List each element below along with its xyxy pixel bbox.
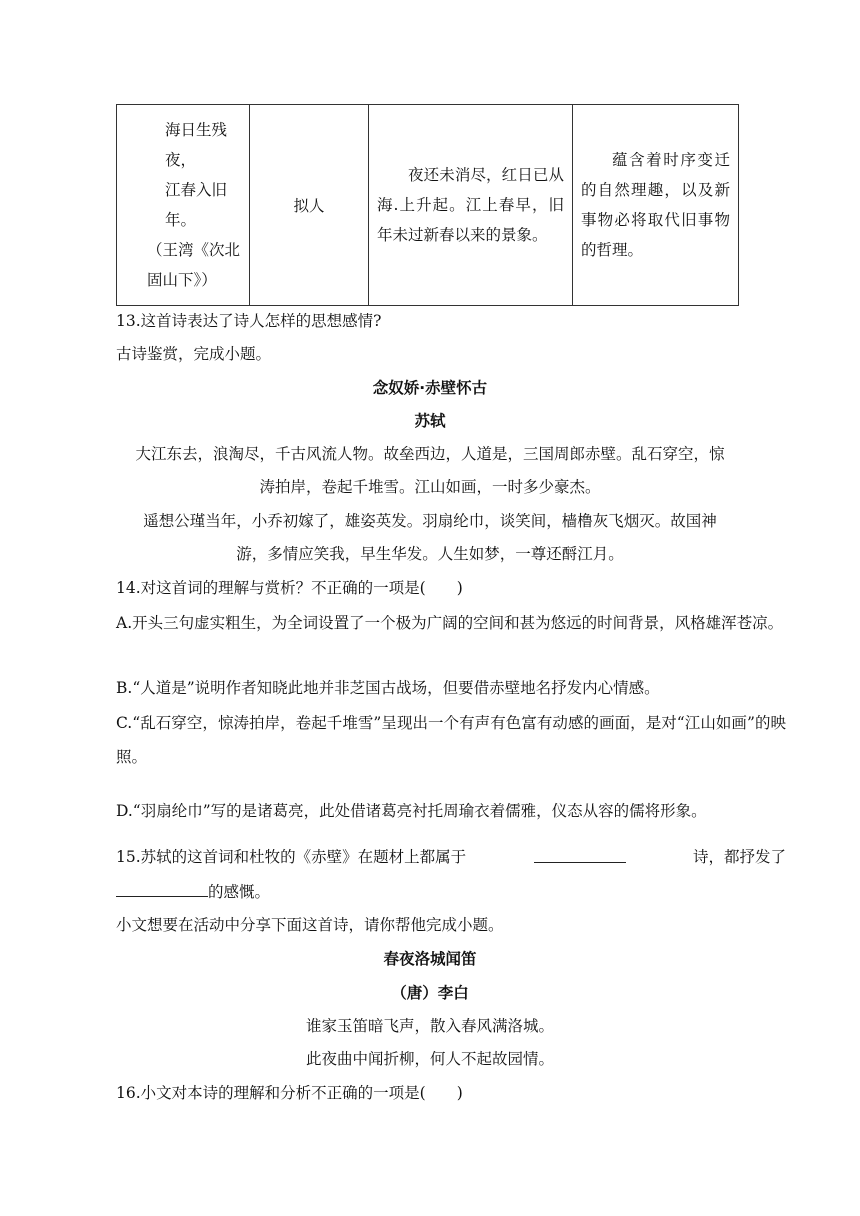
table-row — [117, 105, 739, 306]
poem-line: 谁家玉笛暗飞声，散入春风满洛城。 — [305, 1017, 554, 1035]
question-15-line2 — [116, 880, 270, 903]
poem-line: 大江东去，浪淘尽，千古风流人物。故垒西边，人道是，三国周郎赤壁。乱石穿空，惊 — [135, 445, 725, 463]
question-15-part3: 的感慨。 — [208, 883, 271, 901]
poem-title: 春夜洛城闻笛 — [383, 950, 477, 968]
option-d: D.“羽扇纶巾”写的是诸葛亮，此处借诸葛亮衬托周瑜衣着儒雅，仪态从容的儒将形象。 — [116, 802, 707, 820]
poem-line: 涛拍岸，卷起千堆雪。江山如画，一时多少豪杰。 — [259, 478, 601, 496]
section-intro: 古诗鉴赏，完成小题。 — [116, 345, 272, 363]
poem-lines-cell — [117, 105, 250, 306]
poem-source: 固山下》） — [147, 271, 217, 289]
poem-title: 念奴娇·赤壁怀古 — [372, 379, 488, 397]
poem-source: （王湾《次北 — [147, 241, 241, 259]
poem-line: 遥想公瑾当年，小乔初嫁了，雄姿英发。羽扇纶巾，谈笑间，樯橹灰飞烟灭。故国神 — [143, 512, 717, 530]
technique-cell: 拟人 — [250, 105, 369, 306]
question-15 — [116, 846, 786, 868]
option-c: C.“乱石穿空，惊涛拍岸，卷起千堆雪”呈现出一个有声有色富有动感的画面，是对“江山如画”的映照。 — [116, 714, 786, 766]
poem-author: （唐）李白 — [391, 984, 469, 1002]
question-13: 13.这首诗表达了诗人怎样的思想感情? — [116, 312, 382, 330]
option-a: A.开头三句虚实粗生，为全词设置了一个极为广阔的空间和甚为悠远的时间背景，风格雄浑苍凉。 — [116, 614, 784, 632]
philosophy-cell: 蕴含着时序变迁的自然理趣，以及新事物必将取代旧事物的哲理。 — [573, 105, 739, 306]
meaning-cell: 夜还未消尽，红日已从海.上升起。江上春早，旧年未过新春以来的景象。 — [369, 105, 573, 306]
poem-line: 海日生残 — [165, 121, 228, 139]
poem-author: 苏轼 — [414, 412, 446, 430]
question-15-part2: 诗，都抒发了 — [692, 848, 786, 866]
question-15-part1: 15.苏轼的这首词和杜牧的《赤壁》在题材上都属于 — [116, 848, 467, 866]
poem-line: 江春入旧 — [165, 181, 228, 199]
poem-line: 夜， — [165, 151, 197, 169]
poem-line: 年。 — [165, 211, 197, 229]
poem-line: 此夜曲中闻折柳，何人不起故园情。 — [305, 1050, 554, 1068]
fill-blank-1[interactable] — [534, 846, 626, 863]
section-intro: 小文想要在活动中分享下面这首诗，请你帮他完成小题。 — [116, 916, 504, 934]
poem-line: 游，多情应笑我，早生华发。人生如梦，一尊还酹江月。 — [236, 545, 624, 563]
question-16: 16.小文对本诗的理解和分析不正确的一项是( ) — [116, 1084, 463, 1102]
poem-analysis-table — [116, 104, 739, 306]
fill-blank-2[interactable] — [116, 880, 208, 897]
question-14-stem: 14.对这首词的理解与赏析？不正确的一项是( ) — [116, 579, 463, 597]
option-b: B.“人道是”说明作者知晓此地并非芝国古战场，但要借赤壁地名抒发内心情感。 — [116, 679, 660, 697]
